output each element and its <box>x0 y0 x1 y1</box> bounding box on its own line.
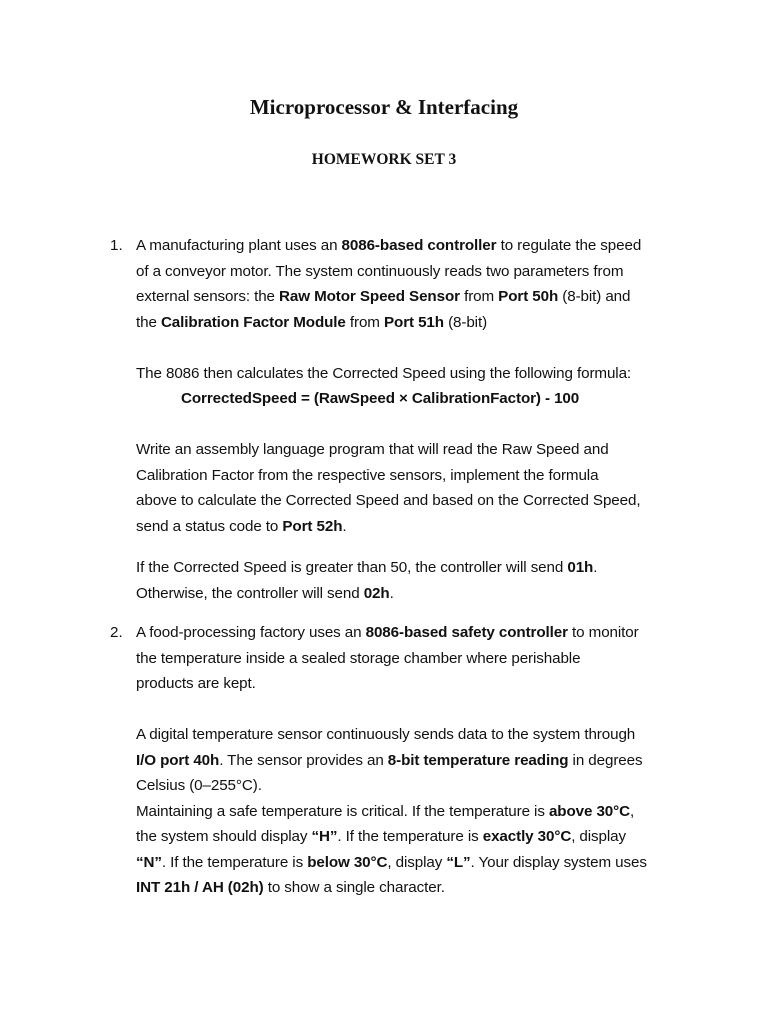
paragraph <box>136 233 696 335</box>
bold-term: above 30°C <box>548 802 630 820</box>
paragraph <box>136 555 696 606</box>
bold-term: “N” <box>136 853 162 871</box>
text-line: Write an assembly language program that will read the Raw Speed and <box>136 441 609 458</box>
text-line: the system should display “H”. If the temperature is exactly 30°C, display <box>136 828 627 845</box>
text-line: send a status code to Port 52h. <box>136 517 347 535</box>
text-line: The 8086 then calculates the Corrected Speed using the following formula: <box>136 364 632 382</box>
bold-term: below 30°C <box>307 853 388 871</box>
bold-term: Calibration Factor Module <box>160 313 346 331</box>
bold-term: “H” <box>311 828 338 845</box>
text-line: the Calibration Factor Module from Port 51h (8-bit) <box>136 313 488 331</box>
paragraph <box>136 361 696 412</box>
text-line: Calibration Factor from the respective sensors, implement the formula <box>136 466 599 484</box>
question-1 <box>136 233 696 606</box>
question-2 <box>136 620 696 901</box>
bold-term: CorrectedSpeed = (RawSpeed × CalibrationFactor) - 100 <box>181 390 580 407</box>
bold-term: INT 21h / AH (02h) <box>136 879 264 896</box>
text-line: Maintaining a safe temperature is critical. If the temperature is above 30°C, <box>136 802 635 820</box>
text-line: Otherwise, the controller will send 02h. <box>136 584 394 602</box>
document-title: Microprocessor & Interfacing <box>249 95 519 119</box>
formula-line <box>136 386 696 412</box>
text-line: “N”. If the temperature is below 30°C, display “L”. Your display system uses <box>136 853 647 871</box>
bold-term: exactly 30°C <box>482 828 572 845</box>
question-number: 1. <box>110 237 123 254</box>
bold-term: I/O port 40h <box>136 751 220 769</box>
paragraph <box>136 722 696 901</box>
text-line: the temperature inside a sealed storage chamber where perishable <box>136 649 581 667</box>
text-line: products are kept. <box>136 675 256 692</box>
bold-term: Port 51h <box>383 313 444 331</box>
text-line: If the Corrected Speed is greater than 50, the controller will send 01h. <box>136 559 598 576</box>
text-line: I/O port 40h. The sensor provides an 8-bit temperature reading in degrees <box>136 751 643 769</box>
bold-term: 02h <box>363 584 390 602</box>
paragraph <box>136 620 696 697</box>
text-line: A manufacturing plant uses an 8086-based controller to regulate the speed <box>136 237 642 254</box>
bold-term: Port 52h <box>282 517 343 535</box>
bold-term: Raw Motor Speed Sensor <box>279 288 460 305</box>
text-line: Celsius (0–255°C). <box>136 777 262 794</box>
text-line: above to calculate the Corrected Speed and based on the Corrected Speed, <box>136 492 641 509</box>
text-line: A digital temperature sensor continuously sends data to the system through <box>136 726 636 743</box>
paragraph <box>136 437 696 539</box>
text-line: of a conveyor motor. The system continuously reads two parameters from <box>136 262 624 280</box>
text-line: A food-processing factory uses an 8086-based safety controller to monitor <box>136 624 639 641</box>
question-number: 2. <box>110 624 123 641</box>
bold-term: 8086-based controller <box>341 237 497 254</box>
document-subtitle: HOMEWORK SET 3 <box>311 151 457 168</box>
bold-term: Port 50h <box>498 288 559 305</box>
bold-term: 8-bit temperature reading <box>387 751 569 769</box>
bold-term: 8086-based safety controller <box>365 624 568 641</box>
text-line: external sensors: the Raw Motor Speed Sensor from Port 50h (8-bit) and <box>136 288 631 305</box>
text-line: INT 21h / AH (02h) to show a single character. <box>136 879 445 896</box>
bold-term: 01h <box>567 559 594 576</box>
bold-term: “L” <box>446 853 471 871</box>
